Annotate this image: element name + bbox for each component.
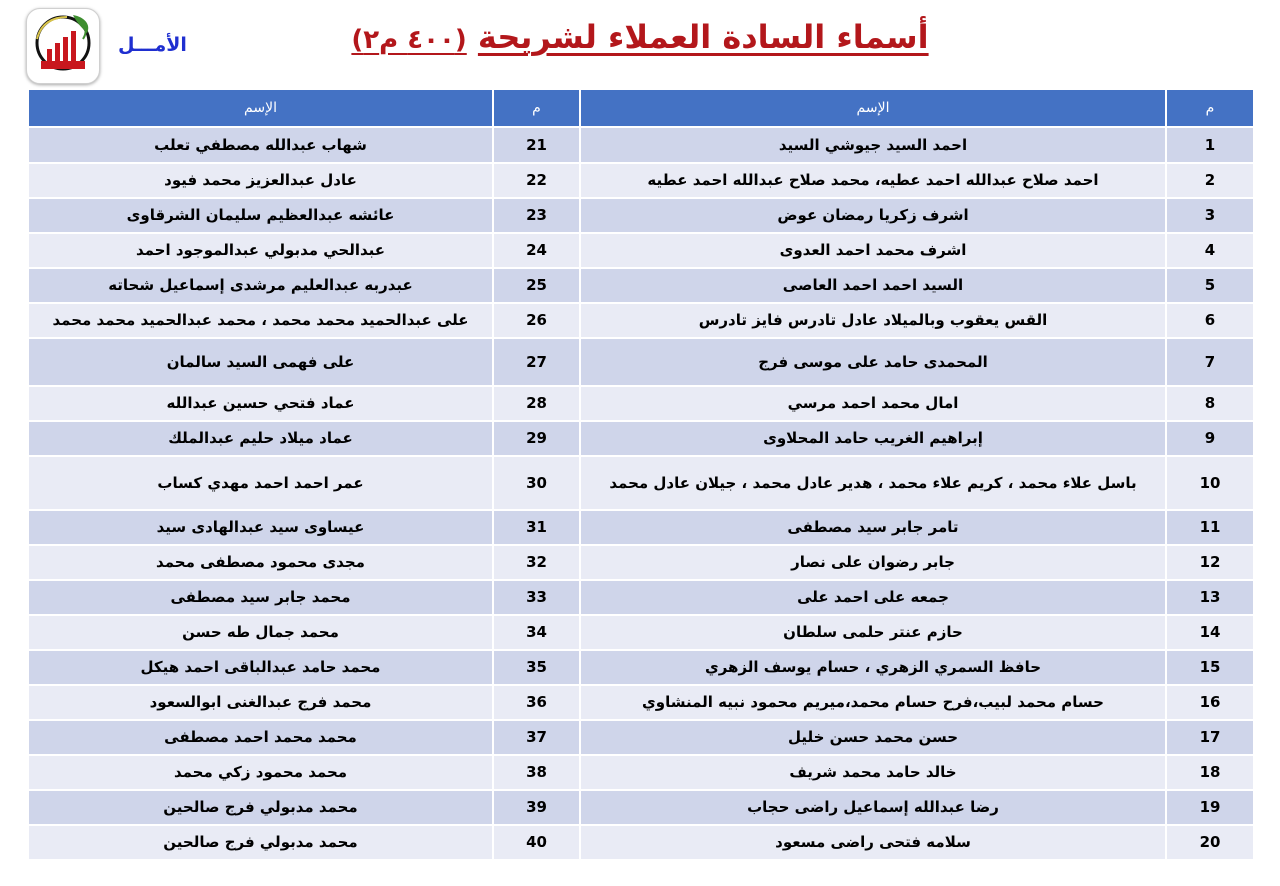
row-number-right: 16 — [1166, 685, 1254, 720]
row-number-right: 4 — [1166, 233, 1254, 268]
row-number-left: 25 — [493, 268, 580, 303]
row-number-right: 8 — [1166, 386, 1254, 421]
row-number-left: 27 — [493, 338, 580, 386]
row-number-right: 17 — [1166, 720, 1254, 755]
row-number-left: 40 — [493, 825, 580, 860]
row-number-right: 9 — [1166, 421, 1254, 456]
row-number-left: 22 — [493, 163, 580, 198]
customer-name-left: عماد ميلاد حليم عبدالملك — [28, 421, 493, 456]
page-title-main: أسماء السادة العملاء لشريحة — [477, 18, 929, 56]
column-header-number-right: م — [1166, 89, 1254, 127]
customer-name-right: حسن محمد حسن خليل — [580, 720, 1166, 755]
table-row — [28, 755, 1254, 790]
table-row — [28, 580, 1254, 615]
row-number-right: 6 — [1166, 303, 1254, 338]
table-header — [28, 89, 1254, 127]
customer-name-right: جمعه على احمد على — [580, 580, 1166, 615]
company-logo-icon — [26, 8, 100, 84]
customer-name-left: مجدى محمود مصطفى محمد — [28, 545, 493, 580]
customer-name-left: محمد مدبولي فرج صالحين — [28, 825, 493, 860]
customer-name-left: عبدربه عبدالعليم مرشدى إسماعيل شحاته — [28, 268, 493, 303]
table-row — [28, 303, 1254, 338]
page-title-sub: (٤٠٠ م٢) — [351, 25, 467, 55]
row-number-left: 38 — [493, 755, 580, 790]
customer-name-right: امال محمد احمد مرسي — [580, 386, 1166, 421]
customer-name-right: حافظ السمري الزهري ، حسام يوسف الزهري — [580, 650, 1166, 685]
row-number-right: 14 — [1166, 615, 1254, 650]
customer-name-left: عادل عبدالعزيز محمد فيود — [28, 163, 493, 198]
row-number-right: 3 — [1166, 198, 1254, 233]
customer-name-right: جابر رضوان على نصار — [580, 545, 1166, 580]
row-number-left: 32 — [493, 545, 580, 580]
table-row — [28, 720, 1254, 755]
customer-name-right: احمد صلاح عبدالله احمد عطيه، محمد صلاح عبدالله احمد عطيه — [580, 163, 1166, 198]
company-logo-graphic — [27, 9, 99, 83]
table-body — [28, 127, 1254, 860]
customer-name-right: اشرف محمد احمد العدوى — [580, 233, 1166, 268]
row-number-right: 10 — [1166, 456, 1254, 510]
customer-name-right: خالد حامد محمد شريف — [580, 755, 1166, 790]
customer-name-right: رضا عبدالله إسماعيل راضى حجاب — [580, 790, 1166, 825]
customer-name-left: محمد محمود زكي محمد — [28, 755, 493, 790]
customer-name-right: اشرف زكريا رمضان عوض — [580, 198, 1166, 233]
row-number-left: 33 — [493, 580, 580, 615]
row-number-right: 15 — [1166, 650, 1254, 685]
row-number-left: 29 — [493, 421, 580, 456]
table-row — [28, 268, 1254, 303]
row-number-right: 19 — [1166, 790, 1254, 825]
row-number-left: 31 — [493, 510, 580, 545]
customer-name-left: محمد مدبولي فرج صالحين — [28, 790, 493, 825]
customer-name-right: إبراهيم الغريب حامد المحلاوى — [580, 421, 1166, 456]
customer-name-right: القس يعقوب وبالميلاد عادل تادرس فايز تادرس — [580, 303, 1166, 338]
table-row — [28, 421, 1254, 456]
row-number-left: 21 — [493, 127, 580, 163]
row-number-left: 23 — [493, 198, 580, 233]
table-row — [28, 615, 1254, 650]
customer-name-right: احمد السيد جيوشي السيد — [580, 127, 1166, 163]
customer-name-right: باسل علاء محمد ، كريم علاء محمد ، هدير عادل محمد ، جيلان عادل محمد — [580, 456, 1166, 510]
customer-name-left: على عبدالحميد محمد محمد ، محمد عبدالحميد محمد محمد — [28, 303, 493, 338]
row-number-right: 1 — [1166, 127, 1254, 163]
table-row — [28, 545, 1254, 580]
customer-name-left: عمر احمد احمد مهدي كساب — [28, 456, 493, 510]
row-number-right: 13 — [1166, 580, 1254, 615]
customer-name-right: حسام محمد لبيب،فرح حسام محمد،ميريم محمود نبيه المنشاوي — [580, 685, 1166, 720]
customer-name-left: محمد محمد احمد مصطفى — [28, 720, 493, 755]
table-row — [28, 233, 1254, 268]
row-number-right: 5 — [1166, 268, 1254, 303]
customer-name-left: عماد فتحي حسين عبدالله — [28, 386, 493, 421]
row-number-left: 39 — [493, 790, 580, 825]
row-number-left: 28 — [493, 386, 580, 421]
row-number-right: 12 — [1166, 545, 1254, 580]
customer-name-left: محمد حامد عبدالباقى احمد هيكل — [28, 650, 493, 685]
customer-name-left: شهاب عبدالله مصطفي تعلب — [28, 127, 493, 163]
customer-name-right: سلامه فتحى راضى مسعود — [580, 825, 1166, 860]
row-number-left: 37 — [493, 720, 580, 755]
table-row — [28, 510, 1254, 545]
row-number-left: 24 — [493, 233, 580, 268]
column-header-name-left: الإسم — [28, 89, 493, 127]
row-number-left: 26 — [493, 303, 580, 338]
customers-table — [27, 88, 1255, 861]
customer-name-left: على فهمى السيد سالمان — [28, 338, 493, 386]
column-header-number-left: م — [493, 89, 580, 127]
table-row — [28, 338, 1254, 386]
brand-name: الأمـــل — [118, 34, 187, 56]
row-number-right: 20 — [1166, 825, 1254, 860]
customer-name-right: السيد احمد احمد العاصى — [580, 268, 1166, 303]
customer-name-left: عبدالحي مدبولي عبدالموجود احمد — [28, 233, 493, 268]
row-number-left: 35 — [493, 650, 580, 685]
customer-name-left: محمد جابر سيد مصطفى — [28, 580, 493, 615]
row-number-left: 34 — [493, 615, 580, 650]
customer-name-right: المحمدى حامد على موسى فرج — [580, 338, 1166, 386]
table-row — [28, 198, 1254, 233]
table-row — [28, 825, 1254, 860]
row-number-left: 36 — [493, 685, 580, 720]
column-header-name-right: الإسم — [580, 89, 1166, 127]
table-row — [28, 685, 1254, 720]
customer-name-left: عيساوى سيد عبدالهادى سيد — [28, 510, 493, 545]
table-row — [28, 456, 1254, 510]
table-row — [28, 650, 1254, 685]
row-number-right: 18 — [1166, 755, 1254, 790]
row-number-right: 2 — [1166, 163, 1254, 198]
table-row — [28, 163, 1254, 198]
customer-name-left: محمد فرج عبدالغنى ابوالسعود — [28, 685, 493, 720]
header — [0, 0, 1280, 88]
table-row — [28, 386, 1254, 421]
customer-name-left: عائشه عبدالعظيم سليمان الشرقاوى — [28, 198, 493, 233]
row-number-right: 11 — [1166, 510, 1254, 545]
row-number-right: 7 — [1166, 338, 1254, 386]
customer-name-right: حازم عنتر حلمى سلطان — [580, 615, 1166, 650]
page-title — [300, 18, 980, 56]
row-number-left: 30 — [493, 456, 580, 510]
customer-name-left: محمد جمال طه حسن — [28, 615, 493, 650]
header-row — [28, 89, 1254, 127]
table-row — [28, 790, 1254, 825]
table-row — [28, 127, 1254, 163]
customer-name-right: تامر جابر سيد مصطفى — [580, 510, 1166, 545]
